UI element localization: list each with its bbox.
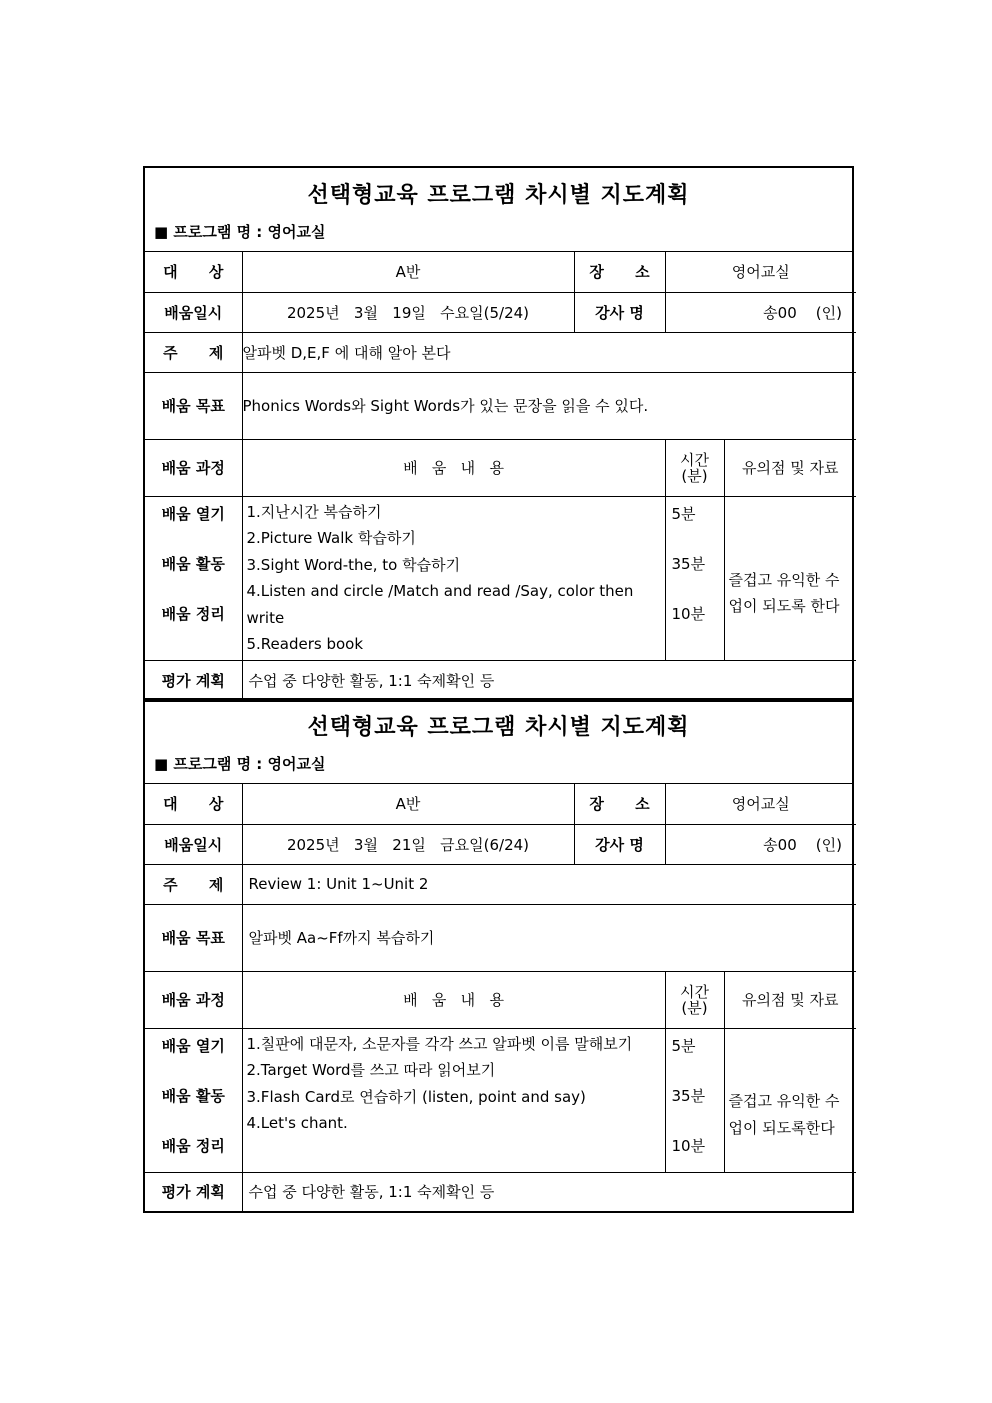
content-list <box>242 1028 665 1172</box>
content-item: 3.Flash Card로 연습하기 (listen, point and say) <box>246 1087 586 1106</box>
date-value: 2025년 3월 19일 수요일(5/24) <box>242 292 574 332</box>
time-close: 10분 <box>671 1136 706 1155</box>
notes-header: 유의점 및 자료 <box>724 439 856 496</box>
plan-table <box>145 784 856 1211</box>
content-item: 1.칠판에 대문자, 소문자를 각각 쓰고 알파벳 이름 말해보기 <box>246 1034 633 1053</box>
phase-activity: 배움 활동 <box>161 1086 225 1105</box>
target-value: A반 <box>242 784 574 824</box>
teacher-value: 송00 (인) <box>665 292 856 332</box>
content-item: 4.Let's chant. <box>246 1114 348 1133</box>
place-value: 영어교실 <box>665 252 856 292</box>
content-header: 배 움 내 용 <box>242 439 665 496</box>
content-item: 4.Listen and circle /Match and read /Say, color then write <box>246 582 634 627</box>
place-value: 영어교실 <box>665 784 856 824</box>
date-label: 배움일시 <box>145 824 242 864</box>
time-activity: 35분 <box>671 554 706 573</box>
place-label: 장 소 <box>574 252 665 292</box>
lesson-plan-1 <box>143 166 854 702</box>
time-column <box>665 1028 724 1172</box>
time-column <box>665 496 724 661</box>
phase-column <box>145 1028 242 1172</box>
notes-value: 즐겁고 유익한 수업이 되도록한다 <box>724 1028 856 1172</box>
topic-value: 알파벳 D,E,F 에 대해 알아 본다 <box>242 332 856 372</box>
phase-column <box>145 496 242 661</box>
notes-header: 유의점 및 자료 <box>724 971 856 1028</box>
time-open: 5분 <box>671 1036 696 1055</box>
eval-value: 수업 중 다양한 활동, 1:1 숙제확인 등 <box>242 1172 856 1211</box>
notes-value: 즐겁고 유익한 수업이 되도록 한다 <box>724 496 856 661</box>
phase-close: 배움 정리 <box>161 604 225 623</box>
content-item: 2.Picture Walk 학습하기 <box>246 529 416 548</box>
date-value: 2025년 3월 21일 금요일(6/24) <box>242 824 574 864</box>
topic-value: Review 1: Unit 1~Unit 2 <box>242 864 856 904</box>
plan-header <box>145 168 852 252</box>
time-open: 5분 <box>671 504 696 523</box>
plan-header <box>145 700 852 784</box>
content-item: 1.지난시간 복습하기 <box>246 502 382 521</box>
topic-label: 주 제 <box>145 864 242 904</box>
place-label: 장 소 <box>574 784 665 824</box>
plan-title: 선택형교육 프로그램 차시별 지도계획 <box>307 182 690 208</box>
goal-value: Phonics Words와 Sight Words가 있는 문장을 읽을 수 있다. <box>242 372 856 439</box>
eval-value: 수업 중 다양한 활동, 1:1 숙제확인 등 <box>242 661 856 700</box>
content-item: 2.Target Word를 쓰고 따라 읽어보기 <box>246 1061 496 1080</box>
process-label: 배움 과정 <box>145 971 242 1028</box>
goal-label: 배움 목표 <box>145 372 242 439</box>
teacher-value: 송00 (인) <box>665 824 856 864</box>
phase-activity: 배움 활동 <box>161 554 225 573</box>
program-name: ■ 프로그램 명 : 영어교실 <box>154 755 326 773</box>
lesson-plan-2 <box>143 698 854 1213</box>
target-label: 대 상 <box>145 784 242 824</box>
time-header <box>665 439 724 496</box>
time-header-line1: 시간 <box>680 982 709 1001</box>
goal-value: 알파벳 Aa~Ff까지 복습하기 <box>242 904 856 971</box>
target-label: 대 상 <box>145 252 242 292</box>
time-close: 10분 <box>671 604 706 623</box>
plan-title: 선택형교육 프로그램 차시별 지도계획 <box>307 714 690 740</box>
topic-label: 주 제 <box>145 332 242 372</box>
target-value: A반 <box>242 252 574 292</box>
teacher-label: 강사 명 <box>574 824 665 864</box>
time-header-line2: (분) <box>681 998 708 1017</box>
content-item: 5.Readers book <box>246 635 364 654</box>
time-header-line2: (분) <box>681 466 708 485</box>
eval-label: 평가 계획 <box>145 661 242 700</box>
content-header: 배 움 내 용 <box>242 971 665 1028</box>
plan-table <box>145 252 856 700</box>
phase-open: 배움 열기 <box>161 504 225 523</box>
time-header-line1: 시간 <box>680 450 709 469</box>
date-label: 배움일시 <box>145 292 242 332</box>
teacher-label: 강사 명 <box>574 292 665 332</box>
time-header <box>665 971 724 1028</box>
process-label: 배움 과정 <box>145 439 242 496</box>
eval-label: 평가 계획 <box>145 1172 242 1211</box>
goal-label: 배움 목표 <box>145 904 242 971</box>
program-name: ■ 프로그램 명 : 영어교실 <box>154 223 326 241</box>
time-activity: 35분 <box>671 1086 706 1105</box>
phase-open: 배움 열기 <box>161 1036 225 1055</box>
content-list <box>242 496 665 661</box>
content-item: 3.Sight Word-the, to 학습하기 <box>246 555 461 574</box>
phase-close: 배움 정리 <box>161 1136 225 1155</box>
